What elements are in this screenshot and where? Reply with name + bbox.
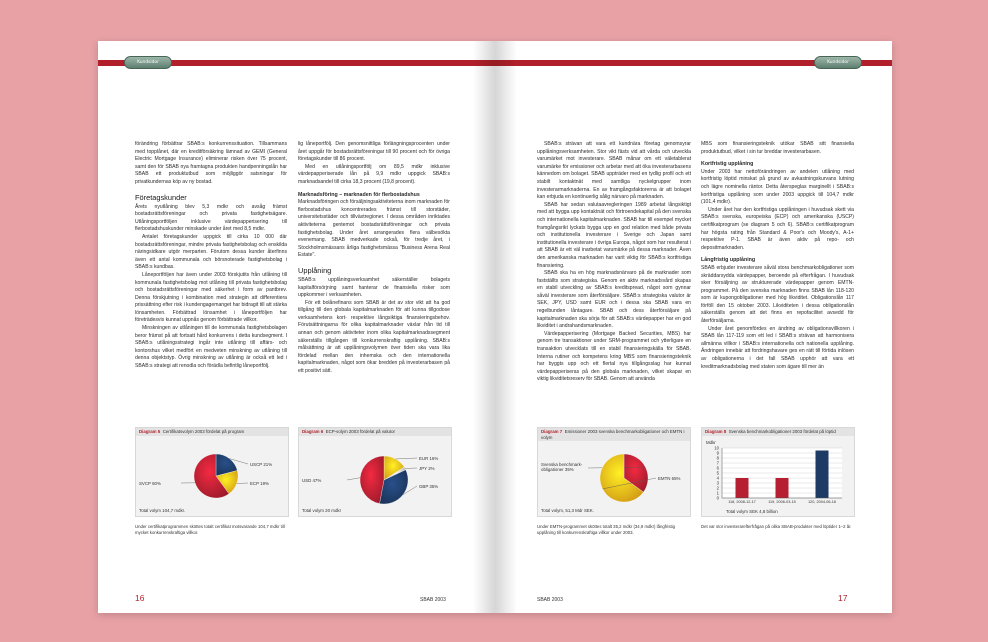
gutter-shadow [495,41,517,613]
y-tick-label: 8 [716,455,719,461]
pie-chart [538,428,692,518]
paragraph: SBAB ska ha en hög marknadsnärvaro på de marknader som fastställts som strategiska. Genom en aktiv marknadsvård skapas en stabil utveckling av SBAB:s kreditspread, något som gynnar såväl investerare som återförsäljare. SBAB:s strategiska valutor är SEK, JPY, USD samt EUR och i dessa ska SBAB vara en regelbunden låntagare. SBAB och dess återförsäljare på kapitalmarknaden ska sörja för att SBAB:s värdepapper har en god likviditet i andrahandsmarknaden. [537,270,691,330]
page-footer: SBAB 2003 [420,597,446,603]
chart-caption: Det var stor investerarefterfrågan på olika SBAB-produkter med löptider 1–2 år. [701,524,852,529]
y-tick-label: 0 [716,495,719,501]
slice-label: EMTN 65% [658,476,681,481]
y-tick-label: 5 [716,470,719,476]
section-heading: Kortfristig upplåning [701,161,754,168]
slice-label: ECP 19% [250,481,269,486]
chart-title: Diagram 8 Svenska benchmarkobligationer 2003 fördelat på löptid [702,428,854,436]
section-pill: Kundsidor [814,56,862,69]
paragraph: Låneportföljen har även under 2003 förskjutits från utlåning till kommunala fastighetsbolag mot utlåning till privata fastighetsbolag och bostadsrättsföreningar med säkerhet i form av pantbrev. Denna förskjutning i kombination med strategin att differentiera prissättning efter risk i kundengagemanget har bidragit till att stärka lönsamheten. Förbättrad lönsamhet i låneportföljen har företrädesvis kunnat uppnås genom förbättrade villkor. [135,271,287,324]
y-tick-label: 7 [716,460,719,466]
bar-chart [702,428,856,518]
left-page [98,41,495,613]
page-footer: SBAB 2003 [537,597,563,603]
page-number: 16 [135,593,145,603]
page-number: 17 [838,593,848,603]
gutter-shadow [473,41,495,613]
chart-diagram-8 [701,427,855,517]
y-tick-label: 1 [716,490,719,496]
paragraph: Marknadsföringen och försäljningsaktiviteterna inom marknaden för flerbostadshus koncentrerades främst till storstäder, universitetsstäder och tillväxtregioner. I dessa områden inriktades aktiviteterna gentemot bostadsrättsföreningar och privata fastighetsbolag. Under året arrangerades flera välbesökta evenemang. SBAB medverkade också, för tredje året, i Stockholmsmässans årliga fastighetsmässa "Business Arena Real Estate". [298,199,450,259]
paragraph: Under året har den kortfristiga upplåningen i huvudsak skett via SBAB:s svenska, europeiska (ECP) och amerikanska (USCP) certifikatprogram (se diagram 5 och 6). SBAB:s certifikatprogram har högsta rating från Standard & Poor's och Moody's, A-1+ respektive P-1. SBAB är även aktiv på repo- och depositmarknaden. [701,206,854,251]
leader-line [396,458,417,459]
section-heading: Upplåning [298,265,332,275]
x-tick-label: 120, 2004-06-16 [808,500,836,504]
paragraph: MBS som finansieringsteknik utökar SBAB sitt finansiella produktutbud, vilket i sin tur breddar investerarbasen. [701,141,854,155]
paragraph: förändring förbättrar SBAB:s konkurrenssituation. Tillsammans med topplånet, där en kreditförsäkring lämnad av GEMI (General Electric Mortgage Insurance) eliminerar risken över 75 procent, samt den för SBAB nya framtagna produkten handpenningslån har SBAB ett produktutbud som möjliggör satsningar för privatkundernas köp av ny bostad. [135,141,287,185]
bar [816,451,829,499]
section-pill: Kundsidor [124,56,172,69]
paragraph: SBAB erbjuder investerare såväl stora benchmarkobligationer som skräddarsydda värdepapper, beroende på efterfrågan. I huvudsak sker försäljning av strukturerade värdepapper genom EMTN-programmet. På den svenska marknaden finns SBAB lån 118-120 som är kupongobligationer med hög likviditet. Obligationslån 117 förföll den 15 oktober 2003. Likviditeten i dessa obligationslån säkerställs genom att det finns en repofacilitet avsedd för återförsäljarna. [701,264,854,325]
slice-label: SVCP 60% [139,481,161,486]
paragraph: För ett bolånefinans som SBAB är det av stor vikt att ha god tillgång till den globala kapitalmarknaden för att kunna tillgodose verksamhetens kort- respektive långsiktiga finansieringsbehov. Förutsättningarna för olika kapitalmarknader växlar från tid till annan och genom aktiviteter inom olika kapitalmarknadssegment säkerställs tillgången till konkurrenskraftig upplåning. SBAB:s målsättning är att upplåningsvolymen över tiden ska vara lika fördelad mellan den inhemska och den internationella kapitalmarknaden, något som ökar bredden på investerarbasen på ett positivt sätt. [298,299,450,375]
pie-chart [299,428,453,518]
right-page [495,41,892,613]
chart-caption: Under certifikatprogrammen sköttes totalt certifikat motsvarande 104,7 mdkr till mycket konkurrenskraftiga villkor. [135,524,285,535]
paragraph: Under året genomfördes en ändring av obligationsvillkoren i SBAB lån 117-119 som ett led i SBAB:s strävan att harmonisera allmänna villkor i SBAB:s internationella och nationella upplåning. Ändringen innebär att fordringshavare ges en rätt till förtida inlösen av obligationerna i det fall SBAB upphör att vara ett kreditmarknadsbolag med staten som ägare till mer än [701,325,854,370]
slice-label: GBP 35% [419,484,439,489]
x-tick-label: 118, 2008-12-17 [728,500,756,504]
bar [736,478,749,498]
y-tick-label: 6 [716,465,719,471]
paragraph: SBAB:s upplåningsverksamhet säkerställer bolagets kapitalförsörjning samt hanterar de finansiella risker som uppkommer i verksamheten. [298,276,450,299]
paragraph: Antalet företagskunder uppgick till cirka 10 000 där bostadsrättsföreningar, mindre privata fastighetsbolag och enskilda näringsidkare utgör merparten. Förutom dessa kunder återfinns även ett antal kommunala och börsnoterade fastighetsbolag i SBAB:s kundbas. [135,233,287,271]
chart-total: Total volym SEK 4,8 billion [726,509,778,514]
section-heading: Marknadsföring – marknaden för flerbostadshus [298,191,420,198]
paragraph: Minskningen av utlåningen till de kommunala fastighetsbolagen beror främst på att fortsatt hård konkurrens i detta kundsegment. I SBAB:s utlåningsstrategi ingår inte utlåning till affärs- och kontorshus vilket medfört en medveten minskning av utlåning till denna objektstyp. Övrig minskning av utlåning är också ett led i SBAB:s strategi att renodla och förädla befintlig låneportfölj. [135,325,287,370]
text-column [135,141,287,371]
paragraph: SBAB har sedan valutaavregleringen 1989 arbetat långsiktigt med att bygga upp kontaktnät och förtroendekapital på den svenska och internationella kapitalmarknaden. SBAB har till exempel mycket framgångsrikt lyckats bygga upp en god relation med både privata och institutionella investerare i Sverige och Japan samt institutionella investerare i övriga Europa, något som har resulterat i att SBAB är ett väl inarbetat varumärke på dessa marknader. Även den amerikanska marknaden har varit viktig för SBAB:s kortfristiga finansiering. [537,201,691,269]
slice-label: Svenska benchmark-obligationer 35% [541,462,583,472]
chart-total: Total volym 20 mdkr [302,508,342,513]
text-column [701,141,854,371]
chart-total: Total volym, 51,3 Mdr SEK. [541,508,594,513]
y-tick-label: 3 [716,480,719,486]
y-tick-label: 9 [716,450,719,456]
paragraph: Årets nyutlåning blev 5,3 mdkr och avsåg främst bostadsrättsföreningar och privata fastighetsägare. Utlåningsportföljen inklusive värdepapperisering till flerbostadshuskunder minskade under året med 8,5 mdkr. [135,203,287,233]
chart-diagram-6 [298,427,452,517]
chart-title: Diagram 5 Certifikatsvolym 2003 fördelat på program [136,428,288,436]
chart-title: Diagram 6 ECP-volym 2003 fördelat på valutor [299,428,451,436]
leader-line [347,478,360,480]
paragraph: lig låneportfölj. Den genomsnittliga förlängningsprocenten under året uppgår för bostadsrättsföreningar till 90 procent och för övriga företagskunder till 86 procent. [298,141,450,163]
chart-diagram-5 [135,427,289,517]
slice-label: JPY 2% [419,466,435,471]
pie-chart [136,428,290,518]
paragraph: Värdepapperisering (Mortgage Backed Securities, MBS) har genom tre transaktioner under SRM-programmet och ytterligare en transaktion utvecklats till en stabil finansieringskälla för SBAB. Interna rutiner och kompetens kring MBS som finansieringsteknik har byggts upp och ett flertal nya tillgångsslag har kunnat värdepapperiseras på den globala marknaden, vilket skapar en viktig likviditetsreserv för SBAB. Genom att använda [537,330,691,383]
slice-label: USCP 21% [250,462,273,467]
slice-label: USD 47% [302,478,322,483]
axis-unit: Mdkr [706,440,716,445]
chart-total: Total volym 104,7 mdkr. [139,508,186,513]
magazine-spread [98,41,892,613]
text-column [537,141,691,384]
paragraph: Under 2003 har nettoförändringen av andelen utlåning med kortfristig löptid minskat på grund av avkastningskurvans lutning och lägre nominella räntor. Detta återspeglas marginellt i SBAB:s kortfristiga upplåning som under 2003 uppgick till 104,7 mdkr (101,4 mdkr). [701,168,854,206]
chart-diagram-7 [537,427,691,517]
x-tick-label: 119, 2006-03-15 [768,500,796,504]
pie-slice-usd [360,456,384,504]
bar [776,478,789,498]
slice-label: EUR 16% [419,456,439,461]
y-tick-label: 2 [716,485,719,491]
section-heading: Långfristig upplåning [701,257,756,264]
paragraph: SBAB:s strävan att vara ett kundnära företag genomsyrar upplåningsverksamheten. Stor vikt fästs vid att vårda och utveckla varumärket mot investerare. SBAB månar om ett väletablerat varumärke för emissioner och arbetar med att öka investerarbasens kännedom om bolaget. SBAB uppträder med en tydlig profil och ett stabilt kontaktnät med samtliga nyckelgrupper inom investerarmarknaderna. En av framgångsfaktorerna är att bolaget kan erbjuda en kontinuerlig sålig närvaro på marknaden. [537,141,691,201]
y-tick-label: 4 [716,475,719,481]
text-column [298,141,450,376]
paragraph: Med en utlåningsportfölj om 89,5 mdkr inklusive värdepapperiserade lån på 9,9 mdkr uppgick SBAB:s marknadsandel till cirka 18,3 procent (19,8 procent). [298,163,450,185]
chart-caption: Under EMTN-programmet sköttes totalt 35,2 mdkr (34,9 mdkr) långfristig upplåning till konkurrenskraftiga villkor under 2003. [537,524,676,535]
chart-title: Diagram 7 Emissioner 2003 svenska benchmarkobligationer och EMTN i volym [538,428,690,441]
y-tick-label: 10 [714,445,719,451]
section-heading: Företagskunder [135,192,187,202]
